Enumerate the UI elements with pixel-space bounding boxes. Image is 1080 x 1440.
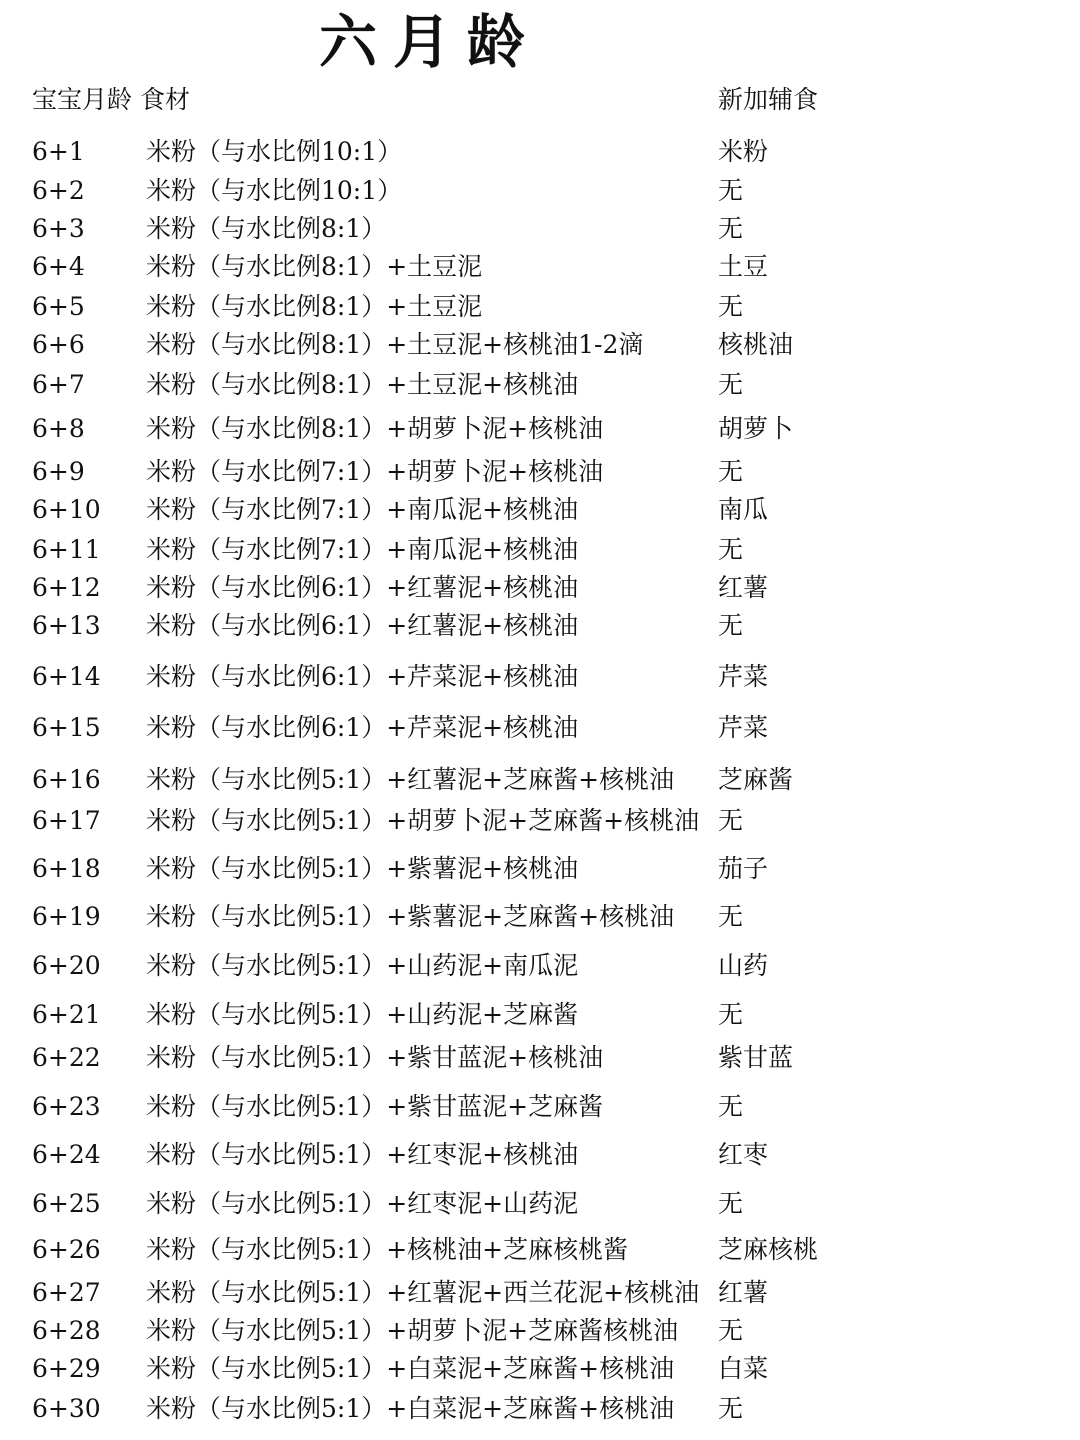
- food-cell: 米粉（与水比例7:1）+胡萝卜泥+核桃油: [146, 457, 604, 486]
- new-food-cell: 无: [718, 214, 744, 243]
- food-cell: 米粉（与水比例8:1）+土豆泥: [146, 292, 483, 321]
- age-cell: 6+15: [32, 713, 101, 742]
- food-cell: 米粉（与水比例5:1）+紫甘蓝泥+芝麻酱: [146, 1092, 604, 1121]
- new-food-cell: 南瓜: [718, 495, 769, 524]
- new-food-cell: 芝麻酱: [718, 765, 794, 794]
- table-row: [0, 1390, 1080, 1428]
- age-cell: 6+18: [32, 854, 101, 883]
- food-cell: 米粉（与水比例5:1）+紫甘蓝泥+核桃油: [146, 1043, 604, 1072]
- age-cell: 6+22: [32, 1043, 101, 1072]
- table-row: [0, 802, 1080, 840]
- table-row: [0, 607, 1080, 645]
- table-row: [0, 133, 1080, 171]
- food-cell: 米粉（与水比例8:1）: [146, 214, 387, 243]
- food-cell: 米粉（与水比例5:1）+胡萝卜泥+芝麻酱+核桃油: [146, 806, 700, 835]
- age-cell: 6+27: [32, 1278, 101, 1307]
- food-cell: 米粉（与水比例7:1）+南瓜泥+核桃油: [146, 535, 579, 564]
- age-cell: 6+8: [32, 414, 85, 443]
- new-food-cell: 无: [718, 1189, 744, 1218]
- new-food-cell: 芹菜: [718, 662, 769, 691]
- food-cell: 米粉（与水比例5:1）+红薯泥+芝麻酱+核桃油: [146, 765, 675, 794]
- food-cell: 米粉（与水比例6:1）+红薯泥+核桃油: [146, 611, 579, 640]
- food-cell: 米粉（与水比例5:1）+红枣泥+核桃油: [146, 1140, 579, 1169]
- new-food-cell: 核桃油: [718, 330, 794, 359]
- new-food-cell: 紫甘蓝: [718, 1043, 794, 1072]
- age-cell: 6+14: [32, 662, 101, 691]
- new-food-cell: 米粉: [718, 137, 769, 166]
- food-cell: 米粉（与水比例5:1）+紫薯泥+核桃油: [146, 854, 579, 883]
- new-food-cell: 无: [718, 176, 744, 205]
- age-cell: 6+19: [32, 902, 101, 931]
- new-food-cell: 山药: [718, 951, 769, 980]
- new-food-cell: 芹菜: [718, 713, 769, 742]
- food-cell: 米粉（与水比例5:1）+白菜泥+芝麻酱+核桃油: [146, 1394, 675, 1423]
- table-row: [0, 761, 1080, 799]
- table-row: [0, 1039, 1080, 1077]
- age-cell: 6+13: [32, 611, 101, 640]
- age-cell: 6+3: [32, 214, 85, 243]
- age-cell: 6+26: [32, 1235, 101, 1264]
- table-row: [0, 1231, 1080, 1269]
- age-cell: 6+2: [32, 176, 85, 205]
- food-cell: 米粉（与水比例6:1）+芹菜泥+核桃油: [146, 662, 579, 691]
- new-food-cell: 红枣: [718, 1140, 769, 1169]
- age-cell: 6+1: [32, 137, 85, 166]
- new-food-cell: 无: [718, 1394, 744, 1423]
- age-cell: 6+24: [32, 1140, 101, 1169]
- food-cell: 米粉（与水比例6:1）+芹菜泥+核桃油: [146, 713, 579, 742]
- new-food-cell: 白菜: [718, 1354, 769, 1383]
- table-row: [0, 947, 1080, 985]
- table-row: [0, 709, 1080, 747]
- age-cell: 6+10: [32, 495, 101, 524]
- food-cell: 米粉（与水比例8:1）+土豆泥: [146, 252, 483, 281]
- new-food-cell: 无: [718, 370, 744, 399]
- table-row: [0, 850, 1080, 888]
- table-row: [0, 1274, 1080, 1312]
- food-cell: 米粉（与水比例5:1）+红枣泥+山药泥: [146, 1189, 579, 1218]
- table-row: [0, 172, 1080, 210]
- food-cell: 米粉（与水比例5:1）+核桃油+芝麻核桃酱: [146, 1235, 629, 1264]
- food-cell: 米粉（与水比例5:1）+胡萝卜泥+芝麻酱核桃油: [146, 1316, 679, 1345]
- table-row: [0, 210, 1080, 248]
- table-row: [0, 410, 1080, 448]
- age-cell: 6+6: [32, 330, 85, 359]
- age-cell: 6+16: [32, 765, 101, 794]
- new-food-cell: 红薯: [718, 1278, 769, 1307]
- table-row: [0, 1312, 1080, 1350]
- new-food-cell: 无: [718, 1000, 744, 1029]
- new-food-cell: 无: [718, 611, 744, 640]
- new-food-cell: 无: [718, 902, 744, 931]
- food-cell: 米粉（与水比例8:1）+土豆泥+核桃油1-2滴: [146, 330, 644, 359]
- food-cell: 米粉（与水比例5:1）+紫薯泥+芝麻酱+核桃油: [146, 902, 675, 931]
- table-row: [0, 1136, 1080, 1174]
- table-row: [0, 996, 1080, 1034]
- page-title: 六月龄: [318, 8, 541, 76]
- table-row: [0, 1350, 1080, 1388]
- table-row: [0, 1185, 1080, 1223]
- food-cell: 米粉（与水比例8:1）+胡萝卜泥+核桃油: [146, 414, 604, 443]
- food-cell: 米粉（与水比例10:1）: [146, 137, 403, 166]
- header-age-food: 宝宝月龄 食材: [32, 85, 190, 114]
- new-food-cell: 土豆: [718, 252, 769, 281]
- table-row: [0, 1088, 1080, 1126]
- new-food-cell: 无: [718, 1316, 744, 1345]
- new-food-cell: 芝麻核桃: [718, 1235, 819, 1264]
- new-food-cell: 茄子: [718, 854, 769, 883]
- food-cell: 米粉（与水比例6:1）+红薯泥+核桃油: [146, 573, 579, 602]
- table-row: [0, 366, 1080, 404]
- table-row: [0, 248, 1080, 286]
- age-cell: 6+5: [32, 292, 85, 321]
- food-cell: 米粉（与水比例5:1）+红薯泥+西兰花泥+核桃油: [146, 1278, 700, 1307]
- food-cell: 米粉（与水比例5:1）+山药泥+芝麻酱: [146, 1000, 579, 1029]
- food-cell: 米粉（与水比例10:1）: [146, 176, 403, 205]
- age-cell: 6+28: [32, 1316, 101, 1345]
- table-row: [0, 288, 1080, 326]
- header-new-food: 新加辅食: [718, 85, 819, 114]
- new-food-cell: 无: [718, 457, 744, 486]
- age-cell: 6+21: [32, 1000, 101, 1029]
- age-cell: 6+9: [32, 457, 85, 486]
- age-cell: 6+30: [32, 1394, 101, 1423]
- food-cell: 米粉（与水比例7:1）+南瓜泥+核桃油: [146, 495, 579, 524]
- age-cell: 6+29: [32, 1354, 101, 1383]
- table-row: [0, 531, 1080, 569]
- new-food-cell: 无: [718, 292, 744, 321]
- new-food-cell: 无: [718, 1092, 744, 1121]
- new-food-cell: 无: [718, 535, 744, 564]
- age-cell: 6+12: [32, 573, 101, 602]
- food-cell: 米粉（与水比例5:1）+山药泥+南瓜泥: [146, 951, 579, 980]
- food-cell: 米粉（与水比例8:1）+土豆泥+核桃油: [146, 370, 579, 399]
- food-cell: 米粉（与水比例5:1）+白菜泥+芝麻酱+核桃油: [146, 1354, 675, 1383]
- age-cell: 6+11: [32, 535, 101, 564]
- table-row: [0, 491, 1080, 529]
- age-cell: 6+25: [32, 1189, 101, 1218]
- age-cell: 6+23: [32, 1092, 101, 1121]
- table-row: [0, 658, 1080, 696]
- age-cell: 6+17: [32, 806, 101, 835]
- table-row: [0, 453, 1080, 491]
- age-cell: 6+7: [32, 370, 85, 399]
- new-food-cell: 无: [718, 806, 744, 835]
- table-row: [0, 569, 1080, 607]
- age-cell: 6+4: [32, 252, 85, 281]
- table-row: [0, 898, 1080, 936]
- age-cell: 6+20: [32, 951, 101, 980]
- new-food-cell: 胡萝卜: [718, 414, 794, 443]
- new-food-cell: 红薯: [718, 573, 769, 602]
- table-row: [0, 326, 1080, 364]
